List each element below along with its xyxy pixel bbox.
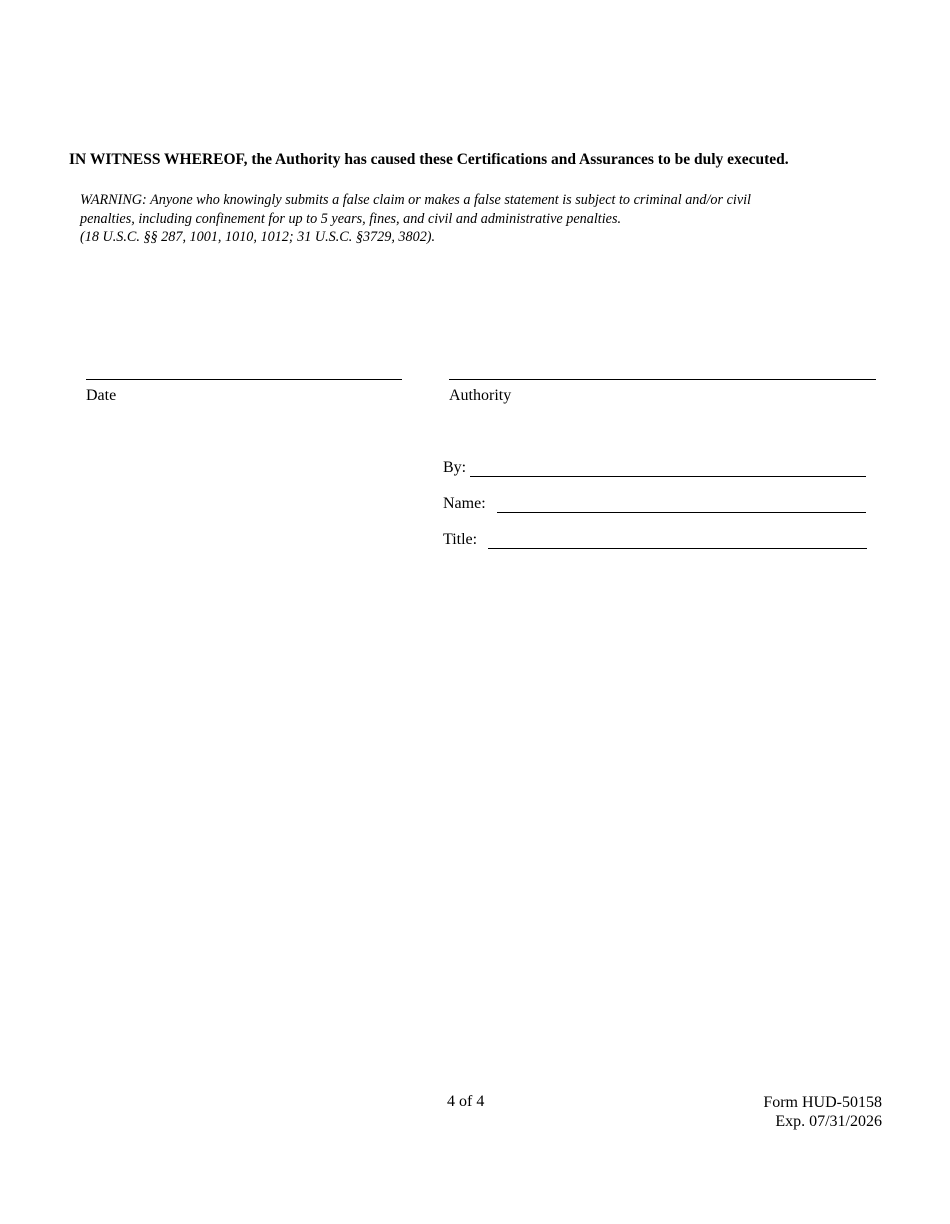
form-number: Form HUD-50158 [763, 1094, 882, 1111]
date-label: Date [86, 387, 117, 404]
warning-notice [80, 191, 860, 247]
warning-line-1: WARNING: Anyone who knowingly submits a false claim or makes a false statement is subject to criminal and/or civil [80, 192, 751, 208]
witness-statement: IN WITNESS WHEREOF, the Authority has caused these Certifications and Assurances to be duly executed. [69, 151, 789, 168]
title-label: Title: [443, 531, 478, 548]
authority-label: Authority [449, 387, 512, 404]
name-input-line[interactable] [497, 512, 866, 513]
form-info [763, 1093, 882, 1131]
date-signature-line[interactable] [86, 379, 402, 380]
by-signature-line[interactable] [470, 476, 866, 477]
name-field [443, 495, 867, 515]
title-field [443, 531, 867, 551]
by-label: By: [443, 459, 467, 476]
by-field [443, 459, 867, 479]
warning-line-3: (18 U.S.C. §§ 287, 1001, 1010, 1012; 31 U.S.C. §3729, 3802). [80, 229, 436, 245]
authority-signature-line[interactable] [449, 379, 876, 380]
name-label: Name: [443, 495, 486, 512]
form-expiration: Exp. 07/31/2026 [775, 1113, 882, 1130]
warning-line-2: penalties, including confinement for up to 5 years, fines, and civil and administrative penalties. [80, 210, 622, 227]
title-input-line[interactable] [488, 548, 867, 549]
page-number: 4 of 4 [447, 1093, 485, 1110]
